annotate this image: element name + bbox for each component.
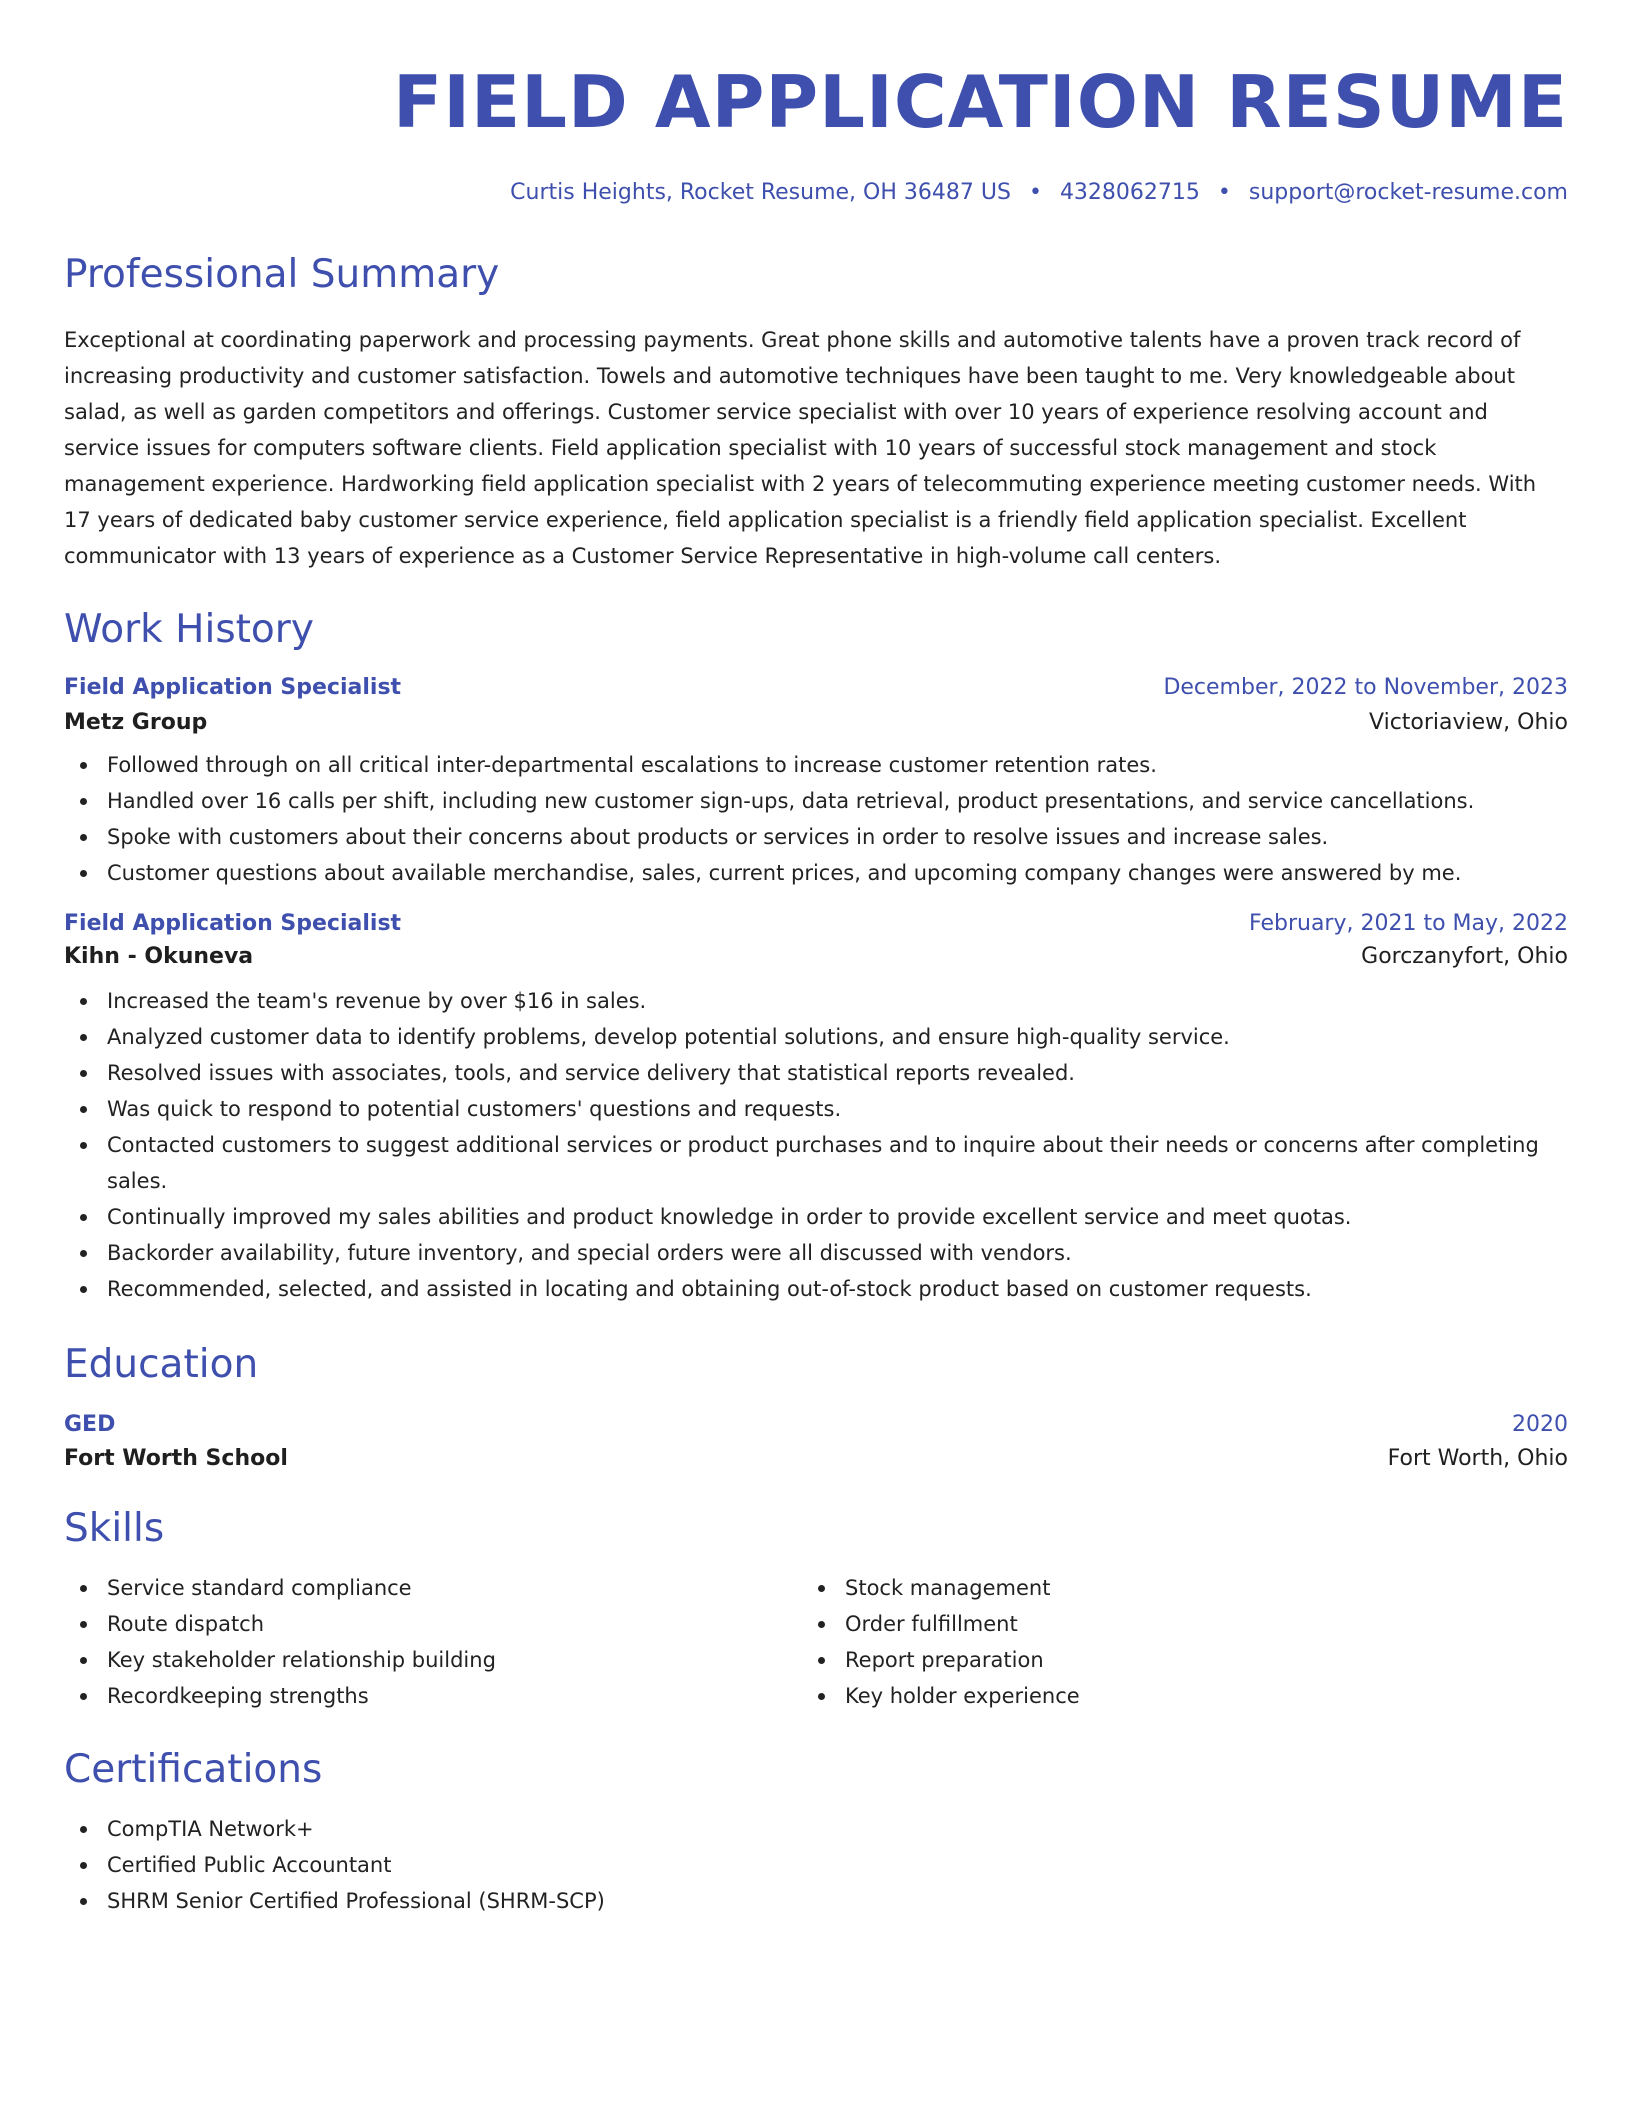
- certifications-heading: Certifications: [64, 1747, 323, 1792]
- education-degree: GED: [64, 1412, 116, 1437]
- skill-item: Route dispatch: [64, 1606, 802, 1642]
- certification-item: Certified Public Accountant: [64, 1847, 1568, 1883]
- job-subheader: [64, 710, 1568, 735]
- job-dates: February, 2021 to May, 2022: [1249, 911, 1568, 936]
- skill-item: Key holder experience: [802, 1678, 1540, 1714]
- job-duties: [64, 983, 1568, 1307]
- job-duty: Spoke with customers about their concerns about products or services in order to resolve issues and increase sales.: [64, 819, 1568, 855]
- education-school: Fort Worth School: [64, 1446, 288, 1471]
- job-dates: December, 2022 to November, 2023: [1163, 675, 1568, 700]
- summary-heading: Professional Summary: [64, 252, 500, 297]
- job-duty: Was quick to respond to potential customers' questions and requests.: [64, 1091, 1568, 1127]
- job-duty: Continually improved my sales abilities and product knowledge in order to provide excellent service and meet quotas.: [64, 1199, 1568, 1235]
- certification-item: CompTIA Network+: [64, 1811, 1568, 1847]
- job-duty: Handled over 16 calls per shift, including new customer sign-ups, data retrieval, product presentations, and service cancellations.: [64, 783, 1568, 819]
- job-title: Field Application Specialist: [64, 911, 402, 936]
- skill-item: Stock management: [802, 1570, 1540, 1606]
- contact-separator: •: [1217, 180, 1231, 205]
- skill-item: Order fulfillment: [802, 1606, 1540, 1642]
- job-location: Gorczanyfort, Ohio: [1361, 944, 1568, 969]
- job-duty: Customer questions about available merchandise, sales, current prices, and upcoming company changes were answered by me.: [64, 855, 1568, 891]
- job-header: [64, 675, 1568, 700]
- contact-address: Curtis Heights, Rocket Resume, OH 36487 US: [510, 180, 1011, 205]
- work-history-heading: Work History: [64, 607, 314, 652]
- job-company: Metz Group: [64, 710, 208, 735]
- education-entry: [64, 1412, 1568, 1471]
- skills-column-left: [64, 1570, 802, 1714]
- education-location: Fort Worth, Ohio: [1387, 1446, 1568, 1471]
- job-entry: [64, 911, 1568, 1307]
- education-year: 2020: [1512, 1412, 1568, 1437]
- contact-separator: •: [1028, 180, 1042, 205]
- job-duty: Backorder availability, future inventory, and special orders were all discussed with vendors.: [64, 1235, 1568, 1271]
- education-subheader: [64, 1446, 1568, 1471]
- certification-item: SHRM Senior Certified Professional (SHRM-SCP): [64, 1883, 1568, 1919]
- contact-line: [64, 180, 1568, 205]
- skills-heading: Skills: [64, 1506, 165, 1551]
- education-heading: Education: [64, 1342, 259, 1387]
- job-duty: Increased the team's revenue by over $16 in sales.: [64, 983, 1568, 1019]
- job-duty: Followed through on all critical inter-departmental escalations to increase customer retention rates.: [64, 747, 1568, 783]
- resume-title: FIELD APPLICATION RESUME: [393, 60, 1568, 144]
- job-company: Kihn - Okuneva: [64, 944, 254, 969]
- education-header: [64, 1412, 1568, 1437]
- skill-item: Key stakeholder relationship building: [64, 1642, 802, 1678]
- summary-text: Exceptional at coordinating paperwork and processing payments. Great phone skills and automotive talents have a proven track record of increasing productivity and customer satisfaction. Towels and automotive techniques have been taught to me. Very knowledgeable about salad, as well as garden competitors and offerings. Customer service specialist with over 10 years of experience resolving account and service issues for computers software clients. Field application specialist with 10 years of successful stock management and stock management experience. Hardworking field application specialist with 2 years of telecommuting experience meeting customer needs. With 17 years of dedicated baby customer service experience, field application specialist is a friendly field application specialist. Excellent communicator with 13 years of experience as a Customer Service Representative in high-volume call centers.: [64, 328, 1537, 568]
- job-duties: [64, 747, 1568, 891]
- job-header: [64, 911, 1568, 936]
- skills-list: [64, 1570, 1568, 1714]
- job-duty: Resolved issues with associates, tools, and service delivery that statistical reports revealed.: [64, 1055, 1568, 1091]
- job-subheader: [64, 944, 1568, 969]
- contact-email: support@rocket-resume.com: [1248, 180, 1568, 205]
- contact-phone: 4328062715: [1059, 180, 1200, 205]
- job-entry: [64, 675, 1568, 891]
- skills-column-right: [802, 1570, 1540, 1714]
- skill-item: Report preparation: [802, 1642, 1540, 1678]
- skill-item: Service standard compliance: [64, 1570, 802, 1606]
- job-duty: Recommended, selected, and assisted in locating and obtaining out-of-stock product based on customer requests.: [64, 1271, 1568, 1307]
- job-duty: Analyzed customer data to identify problems, develop potential solutions, and ensure high-quality service.: [64, 1019, 1568, 1055]
- job-title: Field Application Specialist: [64, 675, 402, 700]
- certifications-list: [64, 1811, 1568, 1919]
- skill-item: Recordkeeping strengths: [64, 1678, 802, 1714]
- job-duty: Contacted customers to suggest additional services or product purchases and to inquire about their needs or concerns after completing sales.: [64, 1127, 1568, 1199]
- job-location: Victoriaview, Ohio: [1369, 710, 1568, 735]
